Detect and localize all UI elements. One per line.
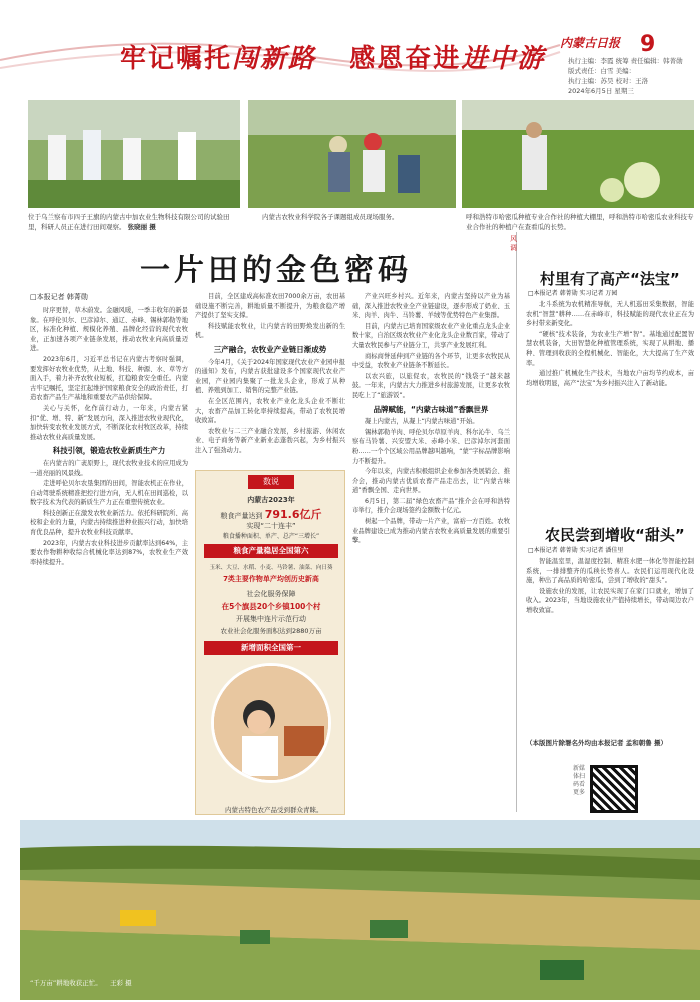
sidebar-text-1 [526, 300, 694, 515]
subhead-brand: 品牌赋能，“内蒙古味道”香飘世界 [373, 404, 489, 414]
photo-field-service [248, 100, 456, 208]
page-number: 9 [640, 32, 656, 57]
article-column-2 [195, 292, 345, 464]
footer-photo-caption [30, 978, 630, 988]
sidebar-byline-1: □本报记者 韩菁勋 实习记者 万园 [528, 290, 618, 297]
paragraph: 农牧业与二三产业融合发展，乡村旅游、休闲农业、电子商务等新产业新业态蓬勃兴起，为乡村振兴注入了强劲动力。 [195, 427, 345, 454]
editor-line: 2024年6月5日 星期三 [568, 87, 634, 95]
stat-rank-bar: 粮食产量稳居全国第六 [204, 544, 338, 558]
paragraph: 2023年6月，习近平总书记在内蒙古考察时强调，要发挥好农牧业优势，从土地、科技、种源、水、草等方面入手，着力补齐农牧业短板，扛稳粮食安全重任。内蒙古牢记嘱托，坚定扛起维护国家粮食安全的政治责任，打造农畜产品生产基地和重要农产品供给保障。 [30, 355, 188, 402]
slogan-part-3: 感恩奋进 [349, 44, 462, 74]
paragraph: “硬核”技术装备，为农业生产增“智”。基地通过配置智慧农机装备，大田智慧化种植管理系统，实现了从耕地、播种、管理到收获的全程机械化、智能化，大大提高了生产效率。 [526, 330, 694, 367]
footer-caption-text: “千万亩”耕地收获正忙。 [30, 979, 102, 987]
paragraph: 设施农业的发展，让农民实现了在家门口就业，增加了收入。2023年，当地设施农业产值持续增长，带动周边农户增收致富。 [526, 587, 694, 614]
photo-melon-image [462, 100, 694, 208]
paragraph: 今年以来，内蒙古积极组织企业参加各类展销会、推介会，推动内蒙古优质农畜产品走出去，让“内蒙古味道”香飘全国、走向世界。 [352, 468, 510, 495]
photo-caption-1 [28, 212, 240, 232]
stats-photo-image [214, 666, 331, 783]
stat-line: 内蒙古2023年 [247, 496, 295, 504]
qr-label: 新媒体扫码看更多 [573, 765, 586, 796]
stat-line: 开展集中连片示范行动 [236, 615, 306, 623]
stats-photo-caption: 内蒙古特色农产品受到群众青睐。 [225, 806, 323, 814]
photo-caption-2: 内蒙古农牧业科学院各子课题组成员现场服务。 [262, 213, 399, 221]
paragraph: 锡林郭勒羊肉、呼伦贝尔草原羊肉、科尔沁牛、乌兰察布马铃薯、兴安盟大米、赤峰小米、巴彦淖尔河套面粉……一个个区域公用品牌越叫越响，“蒙”字标品牌影响力不断提升。 [352, 428, 510, 465]
paragraph: 2023年，内蒙古农业科技进步贡献率达到64%，主要农作物耕种收综合机械化率达到87%，农牧业生产效率持续提升。 [30, 539, 188, 566]
stat-line: 在5个旗县20个乡镇100个村 [221, 602, 321, 611]
harvest-field-photo [20, 820, 700, 1000]
sidebar-divider [516, 232, 517, 812]
article-title: 一片田的金色密码 [140, 253, 412, 288]
header-slogan [120, 38, 545, 75]
stat-line [196, 506, 345, 522]
paragraph: 时序更替，草木蔚发。金融风暖，一季丰收年的新景象。在呼伦贝尔、巴彦淖尔、通辽、赤峰、锡林郭勒等地区，标准化种植、规模化养殖、品牌化经营的现代农牧业，正加速各项产业链条发展，推动农牧业向高质量迈进。 [30, 307, 188, 353]
slogan-part-4: 进中游 [461, 44, 546, 74]
paragraph: 今年4月，《关于2024年国家现代农业产业园申报的通知》发布，内蒙古获批建设多个国家现代农业产业园，产业园内集聚了一批龙头企业，形成了从种植、养殖到加工、销售的完整产业链。 [195, 358, 345, 395]
sidebar-photo-note: （本版图片除署名外均由本报记者 孟和朝鲁 摄） [526, 739, 668, 747]
sidebar-title-1: 村里有了高产“法宝” [540, 270, 680, 288]
footer-photo-credit: 王彩 摄 [110, 979, 132, 987]
paragraph: 通过推广机械化生产技术，当地农户亩均节约成本，亩均增收明显，高产“法宝”为乡村振兴注入了新动能。 [526, 370, 694, 387]
stat-grain-output: 791.6亿斤 [264, 508, 322, 521]
paragraph: 凝上内蒙古，从凝上“内蒙古味道”开始。 [365, 418, 479, 426]
stat-label: 粮食产量达到 [220, 512, 263, 520]
stat-line: 社会化服务保障 [246, 590, 296, 598]
photo-researchers-image [28, 100, 240, 208]
photo-field-service-image [248, 100, 456, 208]
stats-photo [211, 663, 331, 783]
editor-box [568, 56, 696, 96]
sidebar-tag: 风调 [510, 235, 517, 252]
stat-first-bar: 新增面积全国第一 [204, 641, 338, 655]
article-byline: □本报记者 韩菁勋 [30, 293, 88, 301]
sidebar-byline-2: □本报记者 韩菁勋 实习记者 潘佳里 [528, 547, 624, 554]
slogan-part-1: 牢记嘱托 [120, 44, 233, 74]
stats-infobox [195, 470, 345, 815]
caption-text: 位于乌兰察布市四子王旗的内蒙古中加农业生物科技有限公司的试验田里，科研人员正在进行田间观察。 [28, 213, 230, 231]
paragraph: 在全区范围内，农牧业产业化龙头企业不断壮大，农畜产品加工转化率持续提高，带动了农牧民增收致富。 [195, 397, 345, 425]
article-column-1 [30, 306, 188, 811]
paragraph: 科技赋能农牧业，让内蒙古的田野焕发出新的生机。 [195, 322, 345, 340]
paragraph: 产业兴旺乡村兴。近年来，内蒙古坚持以产业为基础，深入推进农牧业全产业链建设，逐步形成了奶业、玉米、肉羊、肉牛、马铃薯、羊绒等优势特色产业集群。 [352, 293, 510, 320]
paragraph: 走进呼伦贝尔农垦集团的田间，智能农机正在作业，自动驾驶系统精准把控行进方向，无人机在田间巡检，以数字技术为代表的新质生产力正在重塑传统农业。 [30, 480, 188, 507]
photo-melon-greenhouse [462, 100, 694, 208]
paragraph: 智能温室里，温湿度控制、精准水肥一体化等智能控制系统，一排排整齐的瓜秧长势喜人。农民们运用现代化设施，种出了高品质的哈密瓜，尝到了增收的“甜头”。 [526, 558, 694, 585]
paragraph: 北斗系统为农机精准导航，无人机巡田采集数据，智能农机“智慧”耕种……在赤峰市，科技赋能的现代农业正在为乡村带来新变化。 [526, 301, 694, 328]
editor-line: 执行主编：李霞 统筹 责任编辑：韩菁勋 [568, 57, 683, 65]
editor-line: 版式责任：白雪 美编： [568, 67, 636, 75]
sidebar-text-2 [526, 557, 694, 732]
qr-code-icon[interactable] [590, 765, 638, 813]
photo-caption-3: 呼和浩特市哈密瓜种植专业合作社的种植大棚里，呼和浩特市哈密瓜农业科技专业合作社的种植户在查看瓜的长势。 [466, 213, 694, 231]
paragraph: 商标商誉延伸到产业链的各个环节，让更多农牧民从中受益，农牧业产业链条不断延长。 [352, 352, 510, 370]
harvest-field-image [20, 820, 700, 1000]
slogan-part-2: 闯新路 [232, 44, 317, 74]
sidebar-title-2: 农民尝到增收“甜头” [545, 526, 685, 544]
photo-credit: 张晓丽 摄 [127, 223, 156, 231]
paragraph: 目前，全区建成高标准农田7000余万亩，农田基础设施不断完善，耕地质量不断提升，为粮食稳产增产提供了坚实支撑。 [195, 293, 345, 320]
subhead-industry: 三产融合，农牧业产业链日渐成势 [213, 344, 327, 354]
subhead-tech: 科技引领，锻造农牧业新质生产力 [52, 446, 166, 456]
paragraph: 树起一个品牌，带动一片产业，富裕一方百姓。农牧业品牌建设已成为推动内蒙古农牧业高质量发展的重要引擎。 [352, 518, 510, 545]
paragraph: 在内蒙古的广袤原野上，现代农牧业技术的应用成为一道亮丽的风景线。 [30, 459, 188, 477]
editor-line: 执行主编：苏昊 校对：王洛 [568, 77, 649, 85]
stats-tag: 数说 [248, 475, 294, 489]
paragraph: 6月5日，第二届“绿色农畜产品”推介会在呼和浩特市举行，推介会现场签约金额数十亿元。 [352, 497, 510, 515]
paragraph: 以农兴旅，以旅促农，农牧民的“钱袋子”越来越鼓。一年来，内蒙古大力推进乡村旅游发展，让更多农牧民吃上了“旅游饭”。 [352, 372, 510, 399]
newspaper-logo: 内蒙古日报 [560, 36, 621, 50]
stat-line: 农业社会化服务面积达到2880万亩 [220, 627, 322, 635]
paragraph: 目前，内蒙古已培育国家级农业产业化重点龙头企业数十家，自治区级农牧业产业化龙头企业数百家，带动了大量农牧民参与产业链分工，共享产业发展红利。 [352, 322, 510, 349]
photo-researchers [28, 100, 240, 208]
stat-line: 玉米、大豆、水稻、小麦、马铃薯、油菜、向日葵 [209, 565, 333, 571]
paragraph: 关心与关怀，化作前行动力，一年来，内蒙古紧扣“优、增、特、新”发展方向，深入推进农牧业现代化，加快转变农牧业发展方式，不断深化农村牧区改革，持续推动农牧业高质量发展。 [30, 404, 188, 441]
stat-line: 7类主要作物单产均创历史新高 [223, 575, 319, 583]
article-column-3 [352, 292, 510, 812]
paragraph: 科技创新正在激发农牧业新活力。依托科研院所、高校和企业的力量，内蒙古持续推进种业振兴行动，加快培育优良品种，提升农牧业科技贡献率。 [30, 509, 188, 537]
stat-line: 粮食播种面积、单产、总产“三增长” [222, 533, 320, 540]
stat-line: 实现“二十连丰” [246, 522, 296, 530]
